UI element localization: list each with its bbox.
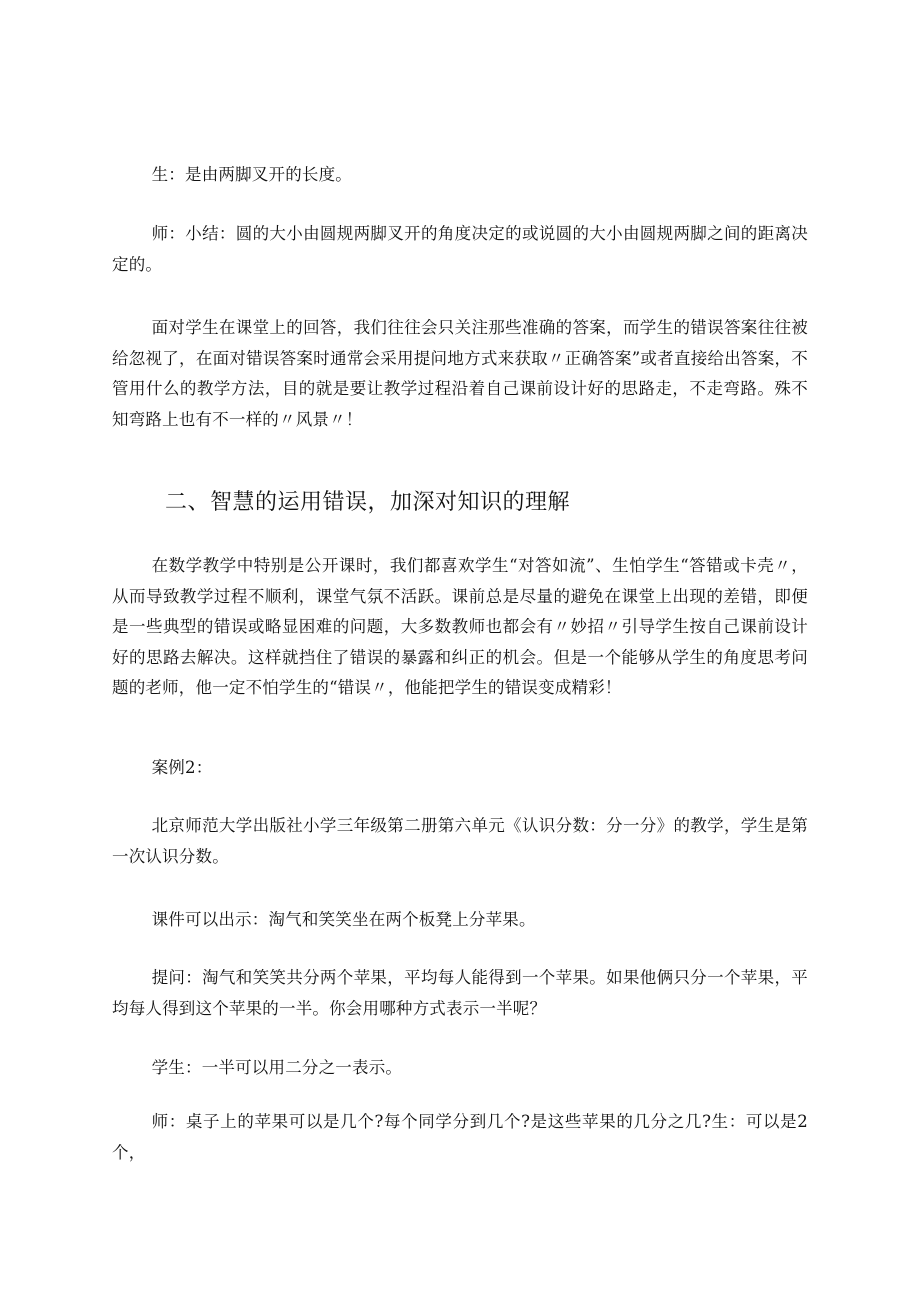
- paragraph-courseware: 课件可以出示：淘气和笑笑坐在两个板凳上分苹果。: [151, 910, 536, 929]
- paragraph-question: 提问：淘气和笑笑共分两个苹果，平均每人能得到一个苹果。如果他俩只分一个苹果，平均每人得到这个苹果的一半。你会用哪种方式表示一半呢？: [112, 968, 808, 1018]
- paragraph-teacher-summary: 师：小结：圆的大小由圆规两脚叉开的角度决定的或说圆的大小由圆规两脚之间的距离决定的。: [112, 224, 808, 274]
- paragraph-case-label: 案例2：: [151, 758, 213, 777]
- paragraph-student-half: 学生：一半可以用二分之一表示。: [151, 1058, 403, 1077]
- paragraph-teacher-question: 师：桌子上的苹果可以是几个?每个同学分到几个?是这些苹果的几分之几?生：可以是2个，: [112, 1112, 808, 1162]
- paragraph-textbook-intro: 北京师范大学出版社小学三年级第二册第六单元《认识分数：分一分》的教学，学生是第一次认识分数。: [112, 816, 808, 866]
- paragraph-open-class: 在数学教学中特别是公开课时，我们都喜欢学生“对答如流”、生怕学生“答错或卡壳〃，从而导致教学过程不顺利，课堂气氛不活跃。课前总是尽量的避免在课堂上出现的差错，即便是一些典型的错误或略显困难的问题，大多数教师也都会有〃妙招〃引导学生按自己课前设计好的思路去解决。这样就挡住了错误的暴露和纠正的机会。但是一个能够从学生的角度思考问题的老师，他一定不怕学生的“错误〃，他能把学生的错误变成精彩！: [112, 556, 808, 697]
- paragraph-reflection: 面对学生在课堂上的回答，我们往往会只关注那些准确的答案，而学生的错误答案往往被给忽视了，在面对错误答案时通常会采用提问地方式来获取〃正确答案”或者直接给出答案，不管用什么的教学方法，目的就是要让教学过程沿着自己课前设计好的思路走，不走弯路。殊不知弯路上也有不一样的〃风景〃！: [112, 318, 808, 429]
- paragraph-student-answer: 生：是由两脚叉开的长度。: [151, 165, 352, 184]
- section-heading: 二、智慧的运用错误，加深对知识的理解: [165, 490, 571, 515]
